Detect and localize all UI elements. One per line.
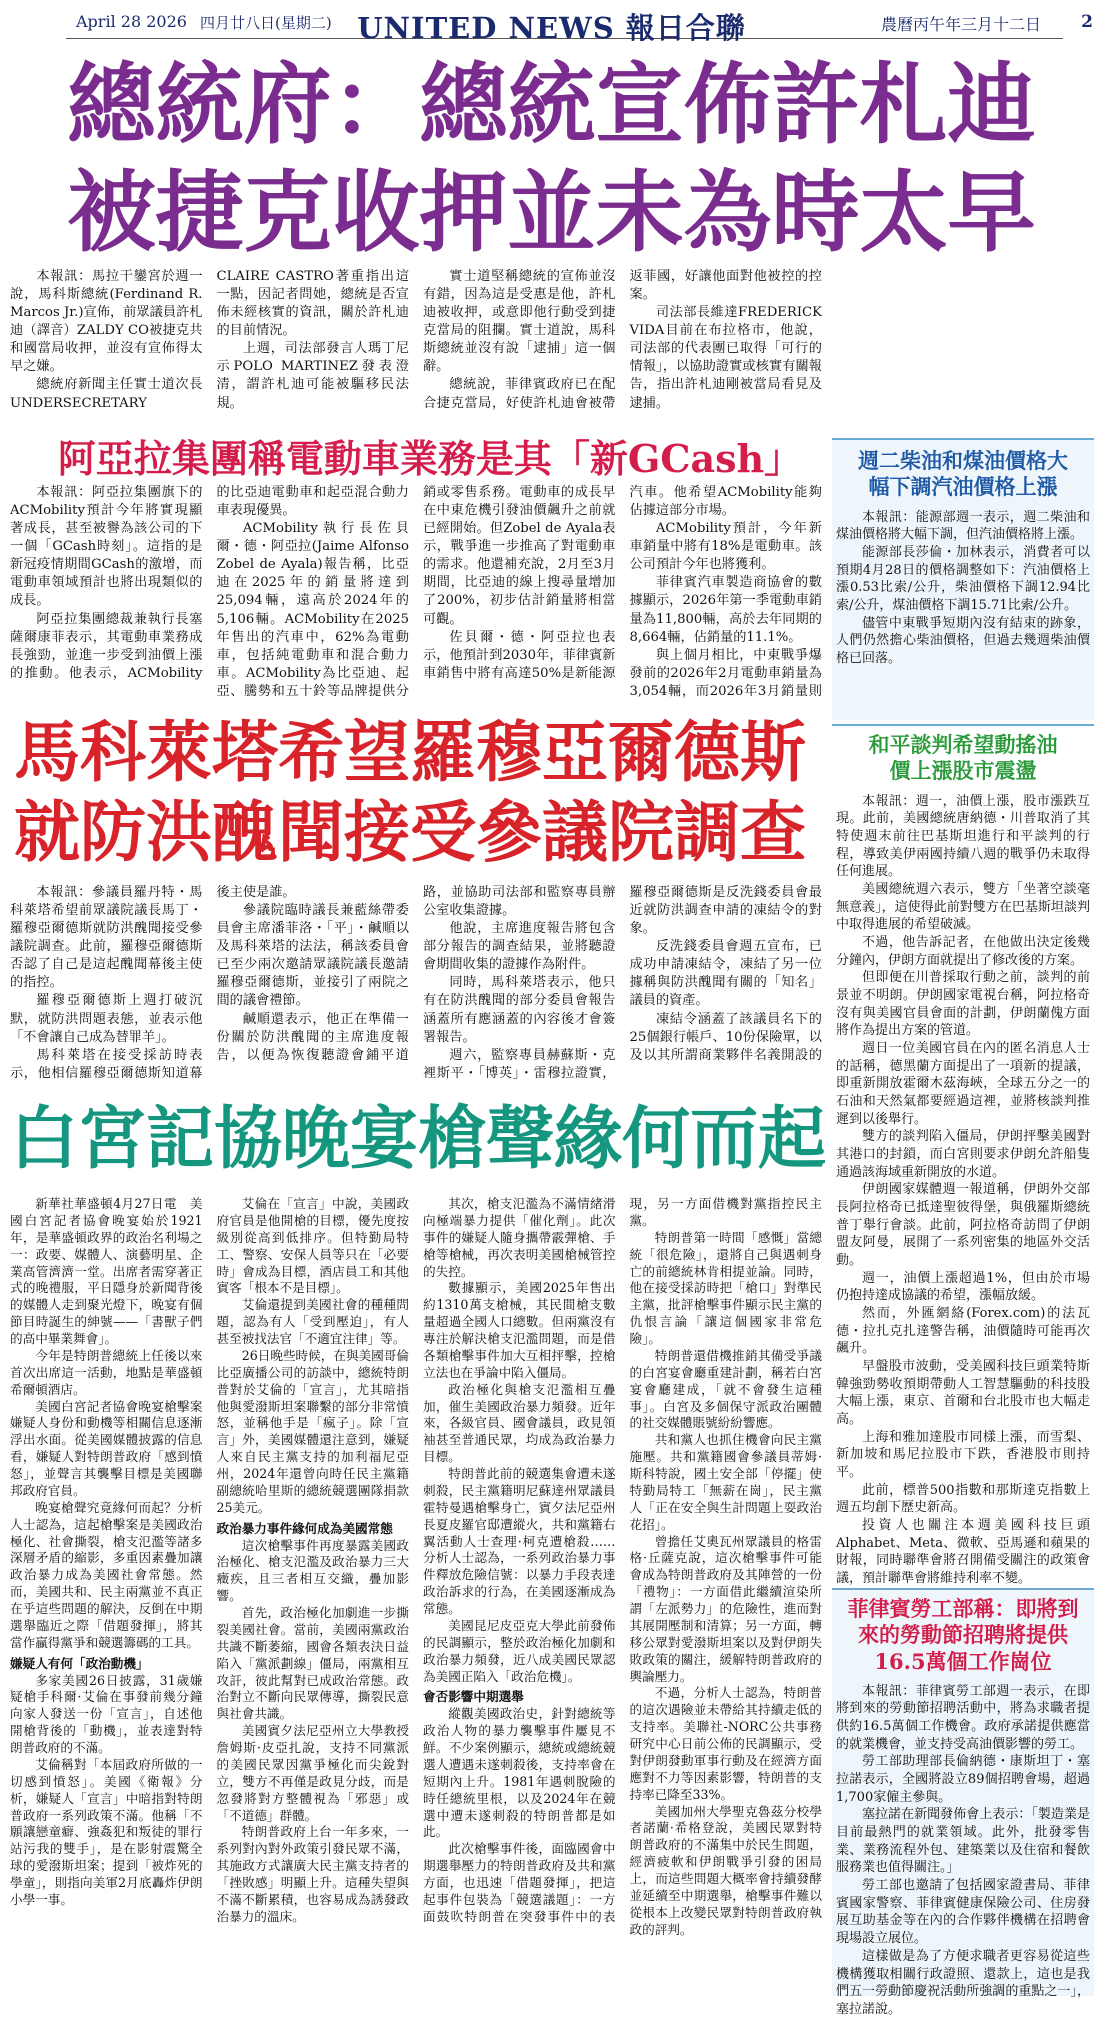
- sidebar-oil-paragraph: 此前，標普500指數和那斯達克指數上週五均創下歷史新高。: [836, 1482, 1090, 1516]
- sidebar-oil-stocks: [832, 724, 1094, 1587]
- story-4-subheading: 政治暴力事件緣何成為美國常態: [216, 1520, 393, 1536]
- story-4-paragraph: 美國加州大學聖克魯茲分校學者諾蘭·希格登說，美國民眾對特朗普政府的不滿集中於民生問題，經濟疲軟和伊朗戰爭引發的困局上，而這些問題大概率會持續發酵並延續至中期選舉，槍擊事件難以從根本上改變民眾對特朗普政府執政的評判。: [629, 1803, 822, 1937]
- masthead-title: UNITED NEWS 報日合聯: [357, 11, 746, 45]
- story-3-paragraph: 參議院臨時議長兼藍絲帶委員會主席潘菲洛・「平」・鹹順以及馬科萊塔的法法，稱該委員會已至少兩次邀請眾議院議長邀請羅穆亞爾德斯，並接引了兩院之間的議會禮節。: [216, 903, 409, 1009]
- story-4-paragraph: 特朗普政府上台一年多來，一系列對內對外政策引發民眾不滿，其施政方式讓廣大民主黨支持者的「挫敗感」明顯上升。這種失望與不滿不斷累積，也容易成為誘發政治暴力的溫床。: [216, 1824, 409, 1924]
- story-4-paragraph: 數據顯示，美國2025年售出約1310萬支槍械，其民間槍支數量超過全國人口總數。但兩黨沒有專注於解決槍支氾濫問題，而是借各類槍擊事件加大互相抨擊，控槍立法也在爭論中陷入僵局。: [423, 1280, 616, 1380]
- story-2: [10, 484, 822, 704]
- headline-1-line-2: 被捷克收押並未為時太早: [67, 160, 1036, 264]
- sidebar-oil-title: 和平談判希望動搖油價上漲股市震盪: [868, 732, 1058, 784]
- sidebar-oil-paragraph: 但即便在川普採取行動之前，談判的前景並不明朗。伊朗國家電視台稱，阿拉格奇沒有與美國官員會面的計劃，伊朗蘭傀方面將作為提出方案的管道。: [836, 970, 1090, 1039]
- headline-2-line-2: 就防洪醜聞接受參議院調查: [14, 793, 806, 871]
- masthead: [0, 0, 1103, 50]
- sidebar-oil-paragraph: 然而，外匯網絡(Forex.com)的法瓦德・拉扎克扎達警告稱，油價隨時可能再次飆升。: [836, 1305, 1090, 1357]
- sidebar-fuel-prices: [832, 438, 1094, 720]
- story-3-paragraph: 反洗錢委員會週五宣布，已成功申請凍結令，凍結了另一位據稱與防洪醜聞有關的「知名」議員的資產。: [629, 939, 822, 1009]
- story-4-paragraph: 特朗普此前的競選集會遭未遂刺殺，民主黨籍明尼蘇達州眾議員霍特曼遇槍擊身亡，賓夕法尼亞州長夏皮羅官邸遭縱火，共和黨籍右翼活動人士查理·柯克遭槍殺……分析人士認為，一系列政治暴力事件釋放危險信號：以暴力手段表達政治訴求的行為，在美國逐漸成為常態。: [423, 1466, 616, 1616]
- story-1-paragraph: 實士道堅稱總統的宣佈並沒有錯，因為這是受惠是他，許札迪被收押，或意即他行動受到捷克當局的阻攔。實士道說，馬科斯總統並沒有說「逮捕」這一個辭。: [423, 269, 616, 375]
- story-3: [10, 884, 822, 1092]
- sidebar-oil-body: [832, 793, 1094, 1588]
- sidebar-oil-paragraph: 週一，油價上漲超過1%，但由於市場仍抱持達成協議的希望，漲幅放緩。: [836, 1270, 1090, 1304]
- story-3-paragraph: 他說，主席進度報告將包含部分報告的調查結果，並將聽證會期間收集的證據作為附件。: [423, 921, 616, 973]
- sidebar-fuel-paragraph: 能源部長莎倫・加林表示，消費者可以預期4月28日的價格調整如下：汽油價格上漲0.53比索/公升，柴油價格下調12.94比索/公升，煤油價格下調15.71比索/公升。: [836, 544, 1090, 613]
- story-4-paragraph: 今年是特朗普總統上任後以來首次出席這一活動，地點是華盛頓希爾頓酒店。: [10, 1347, 203, 1397]
- story-1-paragraph: 司法部長維達FREDERICK VIDA目前在布拉格市，他說，司法部的代表團已取得「可行的情報」，以協助證實或核實有關報告，指出許札迪剛被當局看見及逮捕。: [629, 305, 822, 411]
- sidebar-oil-paragraph: 投資人也關注本週美國科技巨頭Alphabet、Meta、微軟、亞馬遜和蘋果的財報，同時聯準會將召開備受關注的政策會議，預計聯準會將維持利率不變。: [836, 1518, 1090, 1587]
- story-1-body: [10, 268, 822, 418]
- story-4-paragraph: 艾倫還提到美國社會的種種問題，認為有人「受到壓迫」，有人甚至被找法官「不適宜注律」等。: [216, 1297, 409, 1346]
- story-3-body: [10, 884, 822, 1092]
- sidebar-fuel-body: [832, 509, 1094, 668]
- sidebar-labor-paragraph: 這樣做是為了方便求職者更容易從這些機構獲取相關行政證照、還款上，這也是我們五一勞動節慶祝活動所強調的重點之一」，塞拉諾說。: [836, 1948, 1090, 2017]
- sidebar-oil-paragraph: 週日一位美國官員在內的匿名消息人士的話稱，德黑蘭方面提出了一項新的提議，即重新開放霍爾木茲海峽，全球五分之一的石油和天然氣都要經過這裡，並將核談判推遲到以後舉行。: [836, 1040, 1090, 1127]
- masthead-weekday: 四月廿八日(星期二): [200, 14, 332, 32]
- sidebar-oil-paragraph: 美國總統週六表示，雙方「坐著空談毫無意義」，這使得此前對雙方在巴基斯坦談判中取得進展的希望破滅。: [836, 881, 1090, 933]
- story-3-paragraph: 馬科萊塔在接受採訪時表示，他相信羅穆亞爾德斯知道幕後主使是誰。: [10, 885, 296, 1081]
- sidebar-oil-paragraph: 早盤股市波動，受美國科技巨頭業特斯韓強勁勢收預期帶動人工智慧驅動的科技股大幅上漲，東京、首爾和台北股市也大幅走高。: [836, 1359, 1090, 1428]
- story-4-paragraph: 艾倫在「宣言」中說，美國政府官員是他開槍的目標，優先度按級別從高到低排序。但特勤局特工、警察、安保人員等只在「必要時」會成為目標，酒店員工和其他賓客「根本不是目標」。: [216, 1196, 409, 1296]
- page-number: 2: [1081, 12, 1093, 32]
- story-4-paragraph: 這次槍擊事件再度暴露美國政治極化、槍支氾濫及政治暴力三大癥疾，且三者相互交織，疊加影響。: [216, 1537, 409, 1604]
- story-4: [10, 1196, 822, 1994]
- headline-2-line-1: 馬科萊塔希望羅穆亞爾德斯: [14, 713, 806, 791]
- story-3-paragraph: 同時，馬科萊塔表示，他只有在防洪醜聞的部分委員會報告涵蓋所有應涵蓋的內容後才會簽署報告。: [423, 975, 616, 1045]
- sidebar-labor-paragraph: 勞工部助理部長倫納德・康斯坦丁・塞拉諾表示，全國將設立89個招聘會場，超過1,700家僱主參與。: [836, 1754, 1090, 1805]
- story-2-paragraph: 與上個月相比，中東戰爭爆發前的2026年2月電動車銷量為3,054輛，而2026年3月銷量則: [629, 647, 822, 699]
- story-4-paragraph: 艾倫稱對「本屆政府所做的一切感到憤怒」。美國《衛報》分析，嫌疑人「宣言」中暗指對特朗普政府一系列政策不滿。他稱「不願讓戀童癖、強姦犯和叛徒的罪行站污我的雙手」，是在影射震驚全球的愛潑斯坦案；提到「被炸死的學童」，則指向美軍2月底轟炸伊朗小學一事。: [10, 1756, 203, 1907]
- sidebar-labor-paragraph: 本報訊：菲律賓勞工部週一表示，在即將到來的勞動節招聘活動中，將為求職者提供約16.5萬個工作機會。政府承諾提供應當的就業機會，並支持受高油價影響的勞工。: [836, 1683, 1090, 1752]
- story-4-paragraph: 此次槍擊事件後，面臨國會中期選舉壓力的特朗普政府及共和黨方面，也迅速「借題發揮」，把這起事件包裝為「競選議題」：一方面鼓吹特朗普在突發事件中的表現，另一方面借機對黨指控民主黨。: [423, 1196, 822, 1924]
- story-4-paragraph: 新華社華盛頓4月27日電 美國白宮記者協會晚宴始於1921年，是華盛頓政界的政治名利場之一：政要、媒體人、演藝明星、企業高管濟濟一堂。出席者需穿著正式的晚禮服，平日隱身於新聞背後的媒體人走到聚光燈下，晚宴有個節目時誕生的紳號——「書獸子們的高中畢業舞會」。: [10, 1196, 203, 1346]
- story-2-paragraph: ACMobility預計，今年新車銷量中將有18%是電動車。該公司預計今年也將獲利。: [629, 521, 822, 573]
- story-1-paragraph: 上週，司法部發言人瑪丁尼示POLO MARTINEZ發表澄清，謂許札迪可能被驅移民法規。: [216, 341, 409, 411]
- sidebar-oil-paragraph: 伊朗國家媒體週一報道稱，伊朗外交部長阿拉格奇已抵達聖彼得堡，與俄羅斯總統普丁舉行會談。此前，阿拉格奇訪問了伊朗盟友阿曼，展開了一系列密集的地區外交活動。: [836, 1182, 1090, 1268]
- story-1-paragraph: 本報訊：馬拉干鑾宮於週一說，馬科斯總統(Ferdinand R. Marcos Jr.)宣佈，前眾議員許札迪（譯音）ZALDY CO被捷克共和國當局收押，並沒有宣佈得太早之嫌。: [10, 269, 203, 375]
- story-3-paragraph: 羅穆亞爾德斯上週打破沉默，就防洪問題表態，並表示他「不會讓自己成為替罪羊」。: [10, 993, 203, 1045]
- headline-3: 白宮記協晚宴槍聲緣何而起: [10, 1099, 827, 1179]
- story-4-paragraph: 美國白宮記者協會晚宴槍擊案嫌疑人身份和動機等相關信息逐漸浮出水面。從美國媒體披露的信息看，嫌疑人對特朗普政府「感到憤怒」，並聲言其襲擊目標是美國聯邦政府官員。: [10, 1398, 203, 1498]
- story-2-body: [10, 484, 822, 704]
- story-4-paragraph: 曾擔任艾奧瓦州眾議員的格雷格·丘薩克說，這次槍擊事件可能會成為特朗普政府及其陣營的一份「禮物」：一方面借此繼續渲染所謂「左派勢力」的危險性，進而對其展開壓制和清算；另一方面，轉移公眾對愛潑斯坦案以及對伊朗失敗政策的關注，緩解特朗普政府的輿論壓力。: [629, 1533, 822, 1684]
- story-2-paragraph: 阿亞拉集團總裁兼執行長塞薩爾康菲表示，其電動車業務成長強勁，並進一步受到油價上漲的推動。他表示，ACMobility的比亞迪電動車和起亞混合動力車表現優異。: [10, 485, 409, 681]
- headline-1-line-1: 總統府：總統宣佈許札迪: [67, 52, 1036, 156]
- sidebar-labor-paragraph: 勞工部也邀請了包括國家證書局、菲律賓國家警察、菲律賓健康保險公司、住房發展互助基金等在內的合作夥伴機構在招聘會現場設立展位。: [836, 1878, 1090, 1947]
- sidebar-labor-title: 菲律賓勞工部稱：即將到來的勞動節招聘將提供16.5萬個工作崗位: [847, 1596, 1079, 1674]
- story-4-subheading: 嫌疑人有何「政治動機」: [10, 1655, 149, 1671]
- story-4-paragraph: 其次，槍支氾濫為不滿情緒滑向極端暴力提供「催化劑」。此次事件的嫌疑人隨身攜帶霰彈槍、手槍等槍械，再次表明美國槍械管控的失控。: [423, 1196, 616, 1279]
- sidebar-oil-paragraph: 上海和雅加達股市同樣上漲，而雪梨、新加坡和馬尼拉股市下跌，香港股市則持平。: [836, 1429, 1090, 1481]
- story-4-paragraph: 不過，分析人士認為，特朗普的這次遇險並未帶給其持續走低的支持率。美聯社-NORC公共事務研究中心日前公佈的民調顯示，受對伊朗發動軍事行動及在經濟方面應對不力等因素影響，特朗普的支持率已降至33%。: [629, 1685, 822, 1802]
- story-2-paragraph: 本報訊：阿亞拉集團旗下的ACMobility預計今年將實現顯著成長，甚至被譽為該公司的下一個「GCash時刻」。這指的是新冠疫情期間GCash的激增，而電動車領域預計也將出現類似的成長。: [10, 485, 203, 609]
- story-4-subheading: 會否影響中期選舉: [423, 1689, 524, 1705]
- sidebar-oil-paragraph: 不過，他告訴記者，在他做出決定後幾分鐘內，伊朗方面就提出了修改後的方案。: [836, 934, 1090, 968]
- story-2-paragraph: ACMobility執行長佐貝爾・德・阿亞拉(Jaime Alfonso Zobel de Ayala)報告稱，比亞迪在2025年的銷量將達到25,094輛，遠高於2024年的5,106輛。ACMobility在2025年售出的汽車中，62%為電動車，包括純電動車和混合動力車。ACMobility為比亞迪、起亞、騰勢和五十鈴等品牌提供分銷或零售系務。電動車的成長早在中東危機引發油價飆升之前就已經開始。但Zobel de Ayala表示，戰爭進一步推高了對電動車的需求。他還補充說，2月至3月期間，比亞迪的線上搜尋量增加了200%，初步估計銷量將相當可觀。: [216, 485, 616, 699]
- story-4-paragraph: 26日晚些時候，在與美國哥倫比亞廣播公司的訪談中，總統特朗普對於艾倫的「宣言」，尤其暗指他與愛潑斯坦案聯繫的部分非常憤怒，並稱他手是「瘋子」。除「宣言」外，美國媒體還注意到，嫌疑人來自民主黨支持的加利福尼亞州，2024年還曾向時任民主黨籍副總統哈里斯的總統競選團隊捐款25美元。: [216, 1347, 409, 1515]
- story-4-body: [10, 1196, 822, 1994]
- masthead-lunar-date: 農曆丙午年三月十二日: [880, 15, 1041, 34]
- sidebar-labor-paragraph: 塞拉諾在新聞發佈會上表示：「製造業是目前最熱門的就業領域。此外，批發零售業、業務流程外包、建築業以及住宿和餐飲服務業也值得關注。」: [836, 1807, 1090, 1876]
- sidebar-fuel-title: 週二柴油和煤油價格大幅下調汽油價格上漲: [858, 448, 1068, 500]
- story-1: [10, 268, 822, 418]
- story-3-paragraph: 凍結令涵蓋了該議員名下的25個銀行帳戶、10份保險單，以及以其所謂商業夥伴名義開設的: [629, 1011, 822, 1063]
- story-4-paragraph: 美國賓夕法尼亞州立大學教授詹姆斯·皮亞扎說，支持不同黨派的美國民眾因黨爭極化而尖銳對立，雙方不再僅是政見分歧，而是忽發將對方整體視為「邪惡」或「不道德」群體。: [216, 1723, 409, 1823]
- masthead-date: April 28 2026: [76, 12, 187, 31]
- sidebar-labor-body: [832, 1683, 1094, 2019]
- sidebar-labor-jobs: [832, 1588, 1094, 2017]
- headline-1: [0, 52, 1103, 274]
- story-1-paragraph: 總統府新聞主任實士道次長UNDERSECRETARY CLAIRE CASTRO著重指出這一點，因記者問她，總統是否宣佈未經核實的資訊，關於許札迪的目前情況。: [10, 269, 409, 411]
- story-4-paragraph: 縱觀美國政治史，針對總統等政治人物的暴力襲擊事件屢見不鮮。不少案例顯示，總統或總統競選人遭遇未遂刺殺後，支持率會在短期內上升。1981年遇刺脫險的時任總統里根，以及2024年在競選中遭未遂刺殺的特朗普都是如此。: [423, 1706, 616, 1840]
- sidebar-fuel-paragraph: 本報訊：能源部週一表示，週二柴油和煤油價格將大幅下調，但汽油價格將上漲。: [836, 509, 1090, 543]
- story-4-paragraph: 共和黨人也抓住機會向民主黨施壓。共和黨籍國會參議員蒂姆·斯科特說，國土安全部「停擺」使特勤局特工「無薪在崗」，民主黨人「正在安全與生計問題上耍政治花招」。: [629, 1432, 822, 1532]
- story-1-paragraph: 總統說，菲律賓政府已在配合捷克當局，好使許札迪會被帶返菲國，好讓他面對他被控的控案。: [423, 269, 822, 411]
- sidebar-fuel-paragraph: 儘管中東戰爭短期內沒有結束的跡象，人們仍然擔心柴油價格，但過去幾週柴油價格已回落。: [836, 615, 1090, 666]
- subheadline-ayala: 阿亞拉集團稱電動車業務是其「新GCash」: [57, 436, 803, 481]
- sidebar-oil-paragraph: 雙方的談判陷入僵局，伊朗抨擊美國對其港口的封鎖，而白宮則要求伊朗允許船隻通過該海域重新開放的水道。: [836, 1129, 1090, 1180]
- story-4-paragraph: 首先，政治極化加劇進一步撕裂美國社會。當前，美國兩黨政治共識不斷萎縮，國會各類表決日益陷入「黨派劃線」僵局，兩黨相互攻訐，彼此幫對已成政治常態。政治對立不斷向民眾傳導，撕裂民意與社會共識。: [216, 1605, 409, 1722]
- story-2-paragraph: 菲律賓汽車製造商協會的數據顯示，2026年第一季電動車銷量為11,800輛，高於去年同期的8,664輛，佔銷量的11.1%。: [629, 575, 822, 645]
- story-4-paragraph: 特朗普第一時間「感慨」當總統「很危險」，還將自己與遇刺身亡的前總統林肯相提並論。同時，他在接受採訪時把「槍口」對準民主黨，批評槍擊事件顯示民主黨的仇恨言論「讓這個國家非常危險」。: [629, 1229, 822, 1346]
- story-3-paragraph: 本報訊：參議員羅丹特・馬科萊塔希望前眾議院議長馬丁・羅穆亞爾德斯就防洪醜聞接受參議院調查。此前，羅穆亞爾德斯否認了自己是這起醜聞幕後主使的指控。: [10, 885, 203, 991]
- story-4-paragraph: 晚宴槍聲究竟緣何而起？分析人士認為，這起槍擊案是美國政治極化、社會撕裂，槍支氾濫等諸多深層矛盾的縮影，多重因素疊加讓政治暴力成為美國社會常態。然而，美國共和、民主兩黨並不真正在乎這些問題的解決，反倒在中期選舉臨近之際「借題發揮」，將其當作贏得黨爭和競選籌碼的工具。: [10, 1499, 203, 1650]
- story-4-paragraph: 政治極化與槍支氾濫相互疊加，催生美國政治暴力頻發。近年來，各級官員、國會議員，政見領袖甚至普通民眾，均成為政治暴力目標。: [423, 1381, 616, 1465]
- headline-2: [10, 713, 810, 878]
- story-3-paragraph: 週六，監察專員赫蘇斯・克裡斯平・「博英」・雷穆拉證實，羅穆亞爾德斯是反洗錢委員會最近就防洪調查申請的凍結令的對象。: [423, 885, 822, 1081]
- story-4-paragraph: 特朗普還借機推銷其備受爭議的白宮宴會廳重建計劃，稱若白宮宴會廳建成，「就不會發生這種事」。白宮及多個保守派政治團體的社交媒體賬號紛紛響應。: [629, 1347, 822, 1431]
- story-3-paragraph: 鹹順還表示，他正在準備一份關於防洪醜聞的主席進度報告，以便為恢復聽證會鋪平道路，並協助司法部和監察專員辦公室收集證據。: [216, 885, 616, 1063]
- story-2-paragraph: 佐貝爾・德・阿亞拉也表示，他預計到2030年，菲律賓新車銷售中將有高達50%是新能源汽車。他希望ACMobility能夠佔據這部分市場。: [423, 485, 822, 681]
- story-4-paragraph: 多家美國26日披露，31歲嫌疑槍手科爾·艾倫在事發前幾分鐘向家人發送一份「宣言」，自述他開槍背後的「動機」，並表達對特朗普政府的不滿。: [10, 1672, 203, 1755]
- story-4-paragraph: 美國昆尼皮亞克大學此前發佈的民調顯示，整於政治極化加劇和政治暴力頻發，近八成美國民眾認為美國正陷入「政治危機」。: [423, 1617, 616, 1684]
- sidebar-oil-paragraph: 本報訊：週一，油價上漲，股市漲跌互現。此前，美國總統唐納德・川普取消了其特使週末前往巴基斯坦進行和平談判的行程，導致美伊兩國持續八週的戰爭仍未取得任何進展。: [836, 793, 1090, 880]
